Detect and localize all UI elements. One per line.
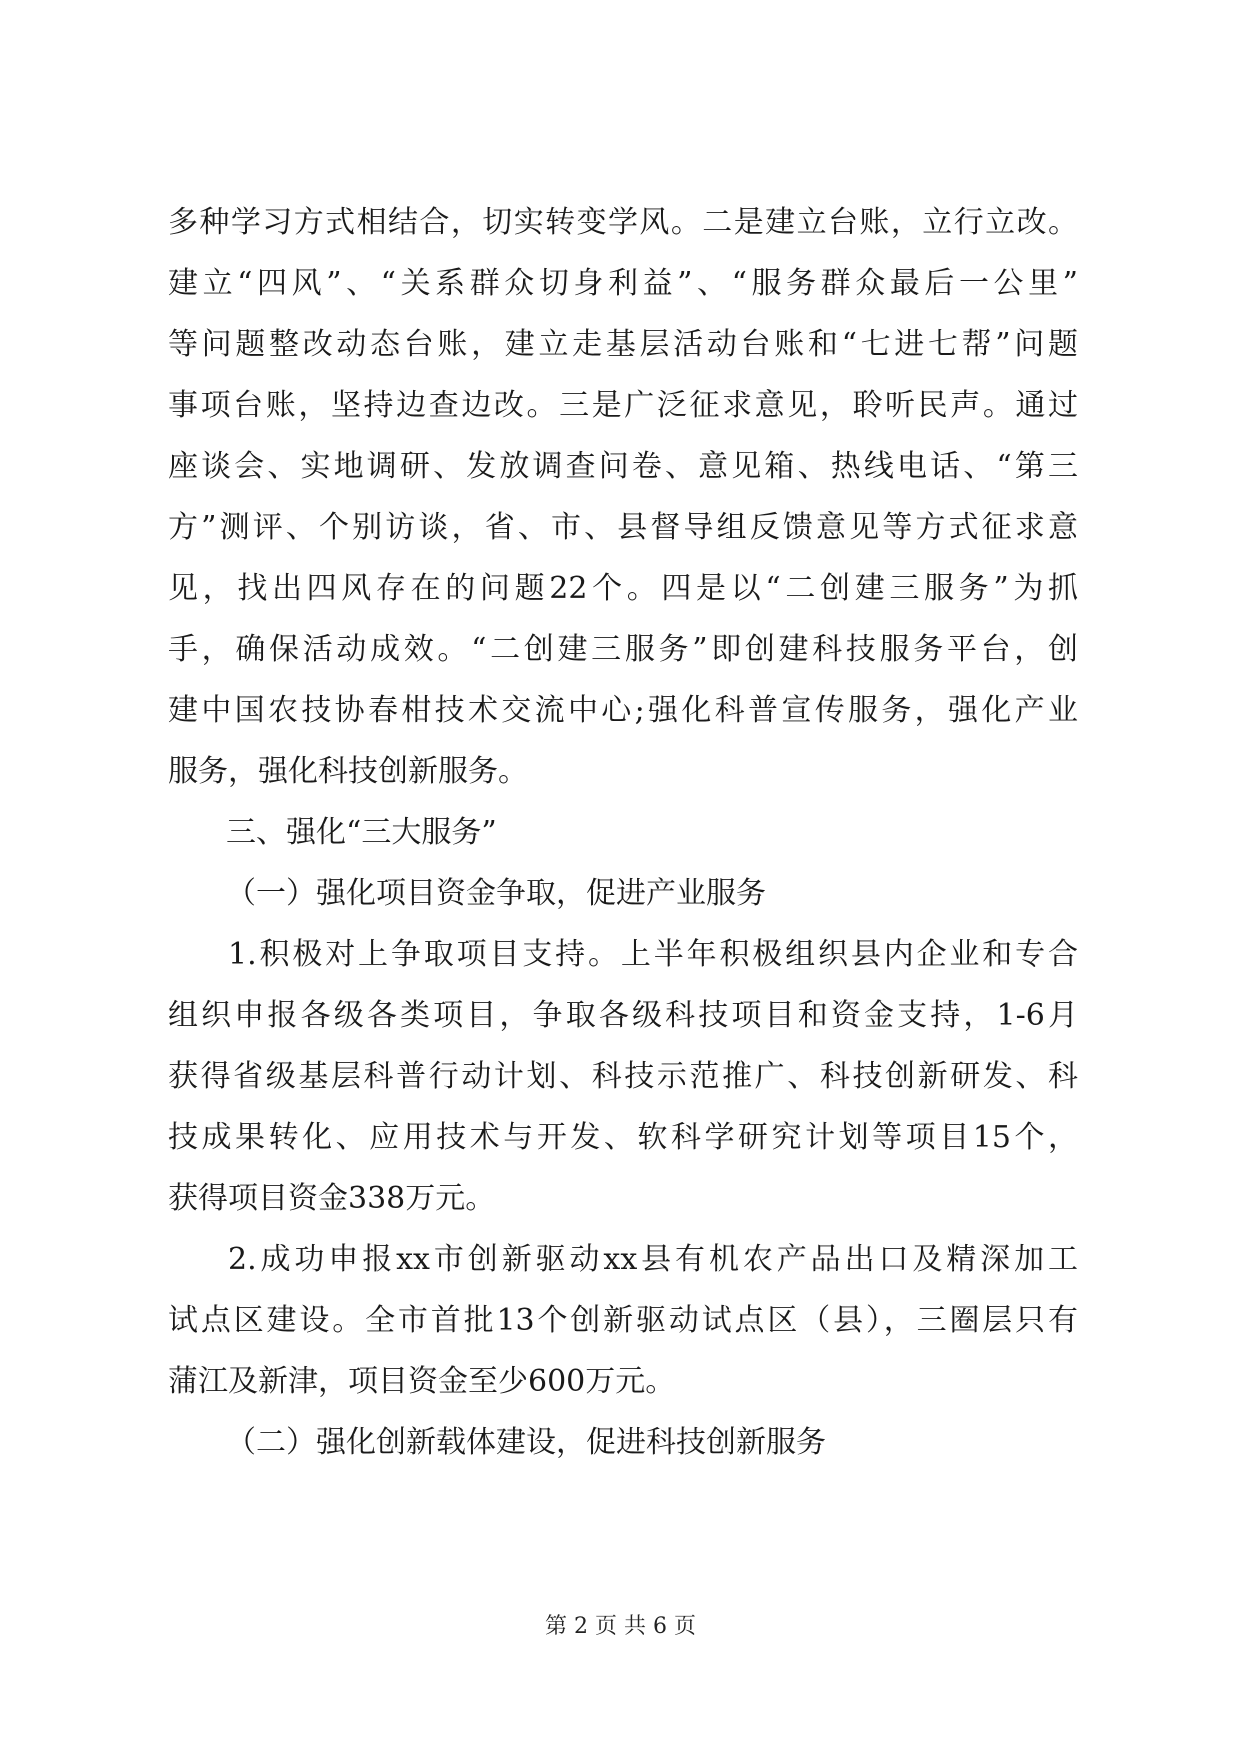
text-line: 见，找出四风存在的问题22个。四是以“二创建三服务”为抓 bbox=[168, 571, 1078, 606]
text-line: 方”测评、个别访谈，省、市、县督导组反馈意见等方式征求意 bbox=[168, 510, 1078, 545]
subsection-heading: （二）强化创新载体建设，促进科技创新服务 bbox=[226, 1425, 826, 1460]
text-line: 座谈会、实地调研、发放调查问卷、意见箱、热线电话、“第三 bbox=[168, 449, 1078, 484]
text-line: 多种学习方式相结合，切实转变学风。二是建立台账，立行立改。 bbox=[168, 205, 1078, 240]
section-heading: 三、强化“三大服务” bbox=[226, 815, 497, 850]
subsection-heading: （一）强化项目资金争取，促进产业服务 bbox=[226, 876, 766, 911]
page-number-label: 第 2 页 共 6 页 bbox=[545, 1614, 696, 1639]
text-line: 技成果转化、应用技术与开发、软科学研究计划等项目15个， bbox=[168, 1120, 1078, 1155]
text-line: 获得项目资金338万元。 bbox=[168, 1181, 496, 1216]
text-line: 服务，强化科技创新服务。 bbox=[168, 754, 528, 789]
document-body bbox=[168, 192, 1078, 1473]
page-footer bbox=[0, 1612, 1241, 1642]
text-line: 事项台账，坚持边查边改。三是广泛征求意见，聆听民声。通过 bbox=[168, 388, 1078, 423]
text-line: 蒲江及新津，项目资金至少600万元。 bbox=[168, 1364, 676, 1399]
text-line: 手，确保活动成效。“二创建三服务”即创建科技服务平台，创 bbox=[168, 632, 1078, 667]
text-line: 获得省级基层科普行动计划、科技示范推广、科技创新研发、科 bbox=[168, 1059, 1078, 1094]
text-line: 建立“四风”、“关系群众切身利益”、“服务群众最后一公里” bbox=[168, 266, 1078, 301]
text-line: 1.积极对上争取项目支持。上半年积极组织县内企业和专合 bbox=[228, 937, 1078, 972]
text-line: 建中国农技协春柑技术交流中心;强化科普宣传服务，强化产业 bbox=[168, 693, 1078, 728]
text-line: 2.成功申报xx市创新驱动xx县有机农产品出口及精深加工 bbox=[228, 1242, 1078, 1277]
text-line: 试点区建设。全市首批13个创新驱动试点区（县），三圈层只有 bbox=[168, 1303, 1078, 1338]
text-line: 组织申报各级各类项目，争取各级科技项目和资金支持，1-6月 bbox=[168, 998, 1078, 1033]
text-line: 等问题整改动态台账，建立走基层活动台账和“七进七帮”问题 bbox=[168, 327, 1078, 362]
